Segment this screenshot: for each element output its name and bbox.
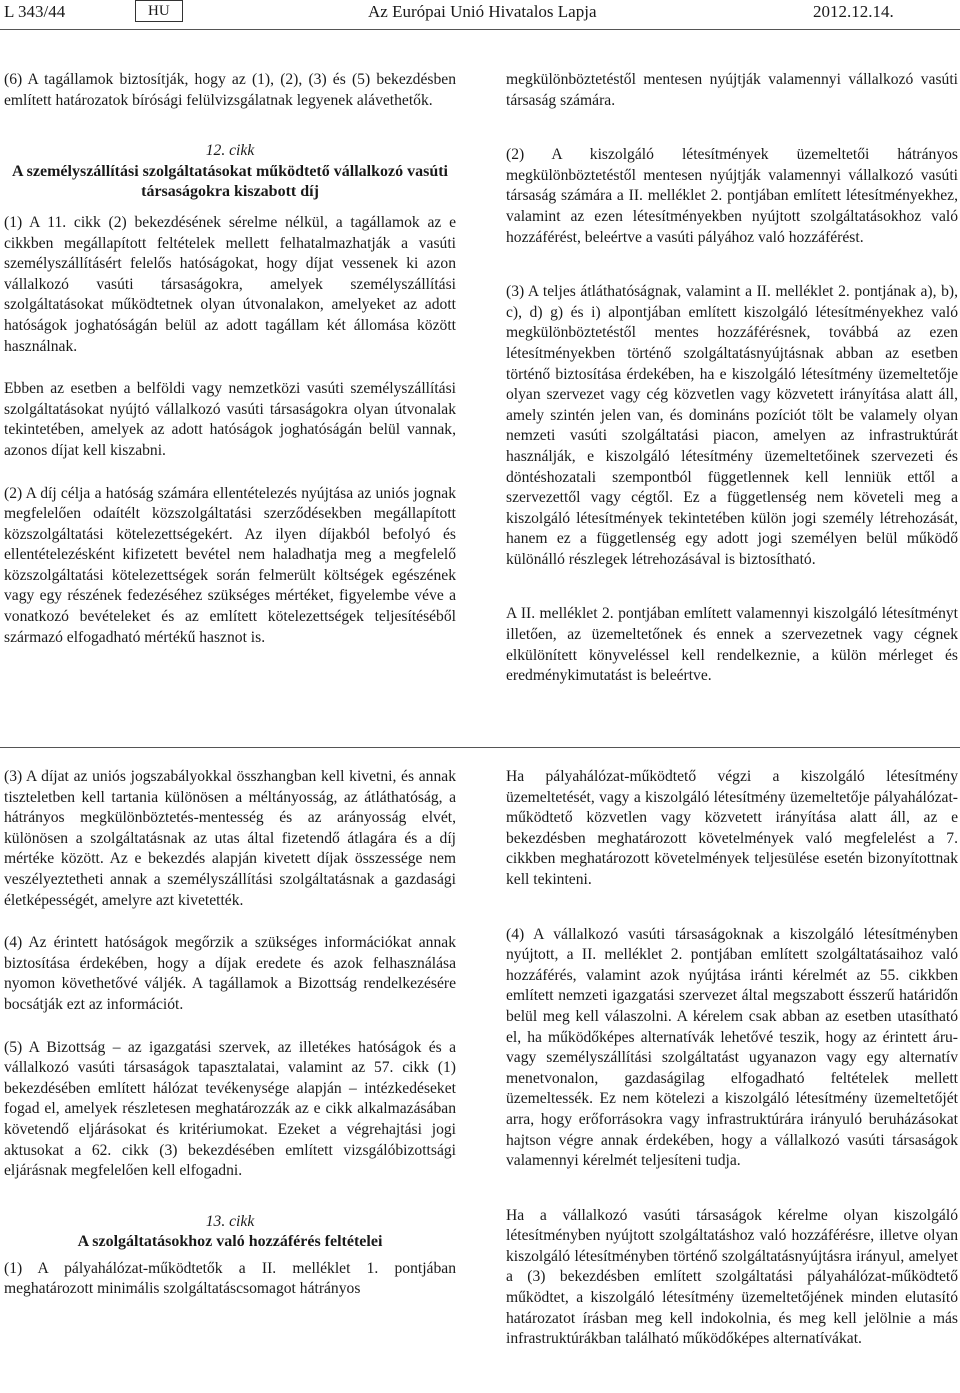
article-title: A szolgáltatásokhoz való hozzáférés feltételei xyxy=(77,1233,383,1251)
paragraph: (4) A vállalkozó vasúti társaságoknak a kiszolgáló létesítményben nyújtott, a II. melléklet 2. pontjában említett szolgáltatásaihoz való hozzáférés, valamint azok nyújtása iránti kérelmét az 55. cikkben említett nemzeti igazgatási szervezet által megszabott ésszerű határidőn belül meg kell válaszolni. A kérelem csak abban az esetben utasítható el, ha működőképes alternatívák lehetővé teszik, hogy az érintett áru- vagy személyszállítási szolgáltatást ugyanazon vagy egy alternatív menetvonalon, gazdaságilag elfogadható feltételek mellett üzemeltessék. Ez nem kötelezi a kiszolgáló létesítmény üzemeltetőjét arra, hogy erőforrásokra vagy infrastruktúrára irányuló beruházásokat hajtson végre annak érdekében, hogy a vállalkozó vasúti társaságok valamennyi kérelmét teljesíteni tudja. xyxy=(506,925,958,1170)
paragraph: megkülönböztetéstől mentesen nyújtják valamennyi vállalkozó vasúti társaság számára. xyxy=(506,71,958,109)
left-bottom-column xyxy=(4,767,456,1300)
article-number: 12. cikk xyxy=(205,142,255,160)
paragraph: Ha pályahálózat-működtető végzi a kiszolgáló létesítmény üzemeltetését, vagy a kiszolgáló létesítmény üzemeltetője pályahálózat-működtető közvetlen vagy közvetett irányítása alatt áll, az e bekezdésben meghatározott követelmények való megfelelést a 7. cikkben meghatározott követelmények teljesülése esetén bizonyítottnak kell tekinteni. xyxy=(506,768,958,888)
paragraph: A II. melléklet 2. pontjában említett valamennyi kiszolgáló létesítményt illetően, az üzemeltetőnek és ennek a szervezetnek vagy cégnek elkülönített könyveléssel kell rendelkeznie, a külön mérleget és eredménykimutatást is beleértve. xyxy=(506,605,958,685)
paragraph: (1) A 11. cikk (2) bekezdésének sérelme nélkül, a tagállamok az e cikkben megállapított feltételek mellett felhatalmazhatják a vasúti személyszállításért felelős hatóságokat, hogy díjat vessenek ki azon vállalkozó vasúti társaságokra, amelyek személyszállítási szolgáltatásokat működtetnek olyan útvonalakon, amelyeket az adott hatóságok joghatóságán belül az adott tagállam két állomása között használnak. xyxy=(4,213,456,355)
paragraph: (2) A kiszolgáló létesítmények üzemeltetői hátrányos megkülönböztetéstől mentesen nyújtják valamennyi vállalkozó vasúti társaság számára a II. melléklet 2. pontjában említett létesítményekhez, valamint az ezen létesítményekben nyújtott szolgáltatásokhoz való hozzáférést, beleértve a vasúti pályához való hozzáférést. xyxy=(506,146,958,246)
right-bottom-column xyxy=(506,767,958,1350)
header-rule xyxy=(0,29,960,30)
paragraph: Ebben az esetben a belföldi vagy nemzetközi vasúti személyszállítási szolgáltatásokat nyújtó vállalkozó vasúti társaságokra olyan útvonalak tekintetében, amelyek az adott hatóságok joghatóságán belül vannak, azonos díjat kell kiszabni. xyxy=(4,380,456,459)
section-divider xyxy=(0,747,960,748)
paragraph: (2) A díj célja a hatóság számára ellentételezés nyújtása az uniós jognak megfelelően odaítélt közszolgáltatási szerződésekben megállapított közszolgáltatási kötelezettségekért. Az ilyen díjakból befolyó és ellentételezésként kifizetett bevétel nem haladhatja meg a megfelelő közszolgáltatási kötelezettségek során felmerült költségek egészének vagy egy részének fedezéséhez szükséges mértéket, figyelembe véve a vonatkozó bevételeket és az említett kötelezettségek teljesítéséből származó elfogadható mértékű hasznot is. xyxy=(4,484,456,646)
paragraph: (6) A tagállamok biztosítják, hogy az (1), (2), (3) és (5) bekezdésben említett határozatok bírósági felülvizsgálatnak legyenek alávethetők. xyxy=(4,71,456,109)
paragraph: (4) Az érintett hatóságok megőrzik a szükséges információkat annak biztosítása érdekében, hogy a díjak eredete és azok felhasználása nyomon követhetővé váljék. A tagállamok a Bizottság rendelkezésére bocsátják ezt az információt. xyxy=(4,934,456,1013)
paragraph: (1) A pályahálózat-működtetők a II. melléklet 1. pontjában meghatározott minimális szolgáltatáscsomagot hátrányos xyxy=(4,1259,456,1298)
page-number: L 343/44 xyxy=(4,2,66,21)
paragraph: (3) A díjat az uniós jogszabályokkal összhangban kell kivetni, és annak tiszteletben kell tartania különösen a méltányosság, az átláthatóság, a hátrányos megkülönböztetés-mentesség és az arányosság elvét, különösen a szolgáltatásnak az utas által fizetendő átlagára és a díj mértéke között. Az e bekezdés alapján kivetett díjak összessége nem veszélyeztetheti annak a személyszállítási szolgáltatásnak a gazdasági életképességét, amelyre azt kivetették. xyxy=(4,768,456,909)
language-badge: HU xyxy=(135,0,183,22)
left-top-column xyxy=(4,70,456,648)
paragraph: Ha a vállalkozó vasúti társaságok kérelme olyan kiszolgáló létesítményben nyújtott szolgáltatáshoz való hozzáférésre, illetve olyan kiszolgáló létesítményben történő szolgáltatásnyújtásra irányul, amelyet a (3) bekezdésben említett szolgáltatási pályahálózat-működtető működtet, a kiszolgáló létesítmény üzemeltetőjének minden elutasító határozatot írásban meg kell indokolnia, és meg kell jelölnie a más infrastruktúrákban található működőképes alternatívákat. xyxy=(506,1206,958,1348)
right-top-column xyxy=(506,70,958,687)
page-header xyxy=(0,0,960,28)
article-number: 13. cikk xyxy=(205,1212,255,1230)
article-title: A személyszállítási szolgáltatásokat működtető vállalkozó vasúti társaságokra kiszabott díj xyxy=(12,162,448,201)
journal-title: Az Európai Unió Hivatalos Lapja xyxy=(368,2,597,21)
publication-date: 2012.12.14. xyxy=(813,2,894,21)
paragraph: (5) A Bizottság – az igazgatási szervek, az illetékes hatóságok és a vállalkozó vasúti társaságok tapasztalatai, valamint az 57. cikk (1) bekezdésében említett hálózat tevékenysége alapján – intézkedéseket fogad el, amelyek részletesen meghatározzák az e cikk alkalmazásában követendő eljárásokat és kritériumokat. Ezeket a végrehajtási jogi aktusokat a 62. cikk (3) bekezdésében említett vizsgálóbizottsági eljárásnak megfelelően kell elfogadni. xyxy=(4,1038,456,1180)
paragraph: (3) A teljes átláthatóságnak, valamint a II. melléklet 2. pontjának a), b), c), d) g) és i) alpontjában említett kiszolgáló létesítményekhez való megkülönböztetéstől mentes hozzáférésnek, továbbá az ezen létesítményekben történő szolgáltatásnyújtásnak abban az esetben történő biztosítása érdekében, ha e kiszolgáló létesítmény üzemeltetője olyan szervezet vagy cég közvetlen vagy közvetett irányítása alatt áll, amely szintén jelen van, és domináns pozíciót tölt be valamely olyan nemzeti vasúti szolgáltatási piacon, amelyen az infrastruktúrát használják, e kiszolgáló létesítmény üzemeltetőinek szervezeti és döntéshozatali szempontból függetlennek kell lenniük ettől a szervezettől vagy cégtől. Ez a függetlenség nem követeli meg a kiszolgáló létesítmények tekintetében külön jogi személy létrehozását, hanem ez a függetlenség egy adott jogi személyen belül működő különálló részlegek létrehozásával is biztosítható. xyxy=(506,283,958,568)
